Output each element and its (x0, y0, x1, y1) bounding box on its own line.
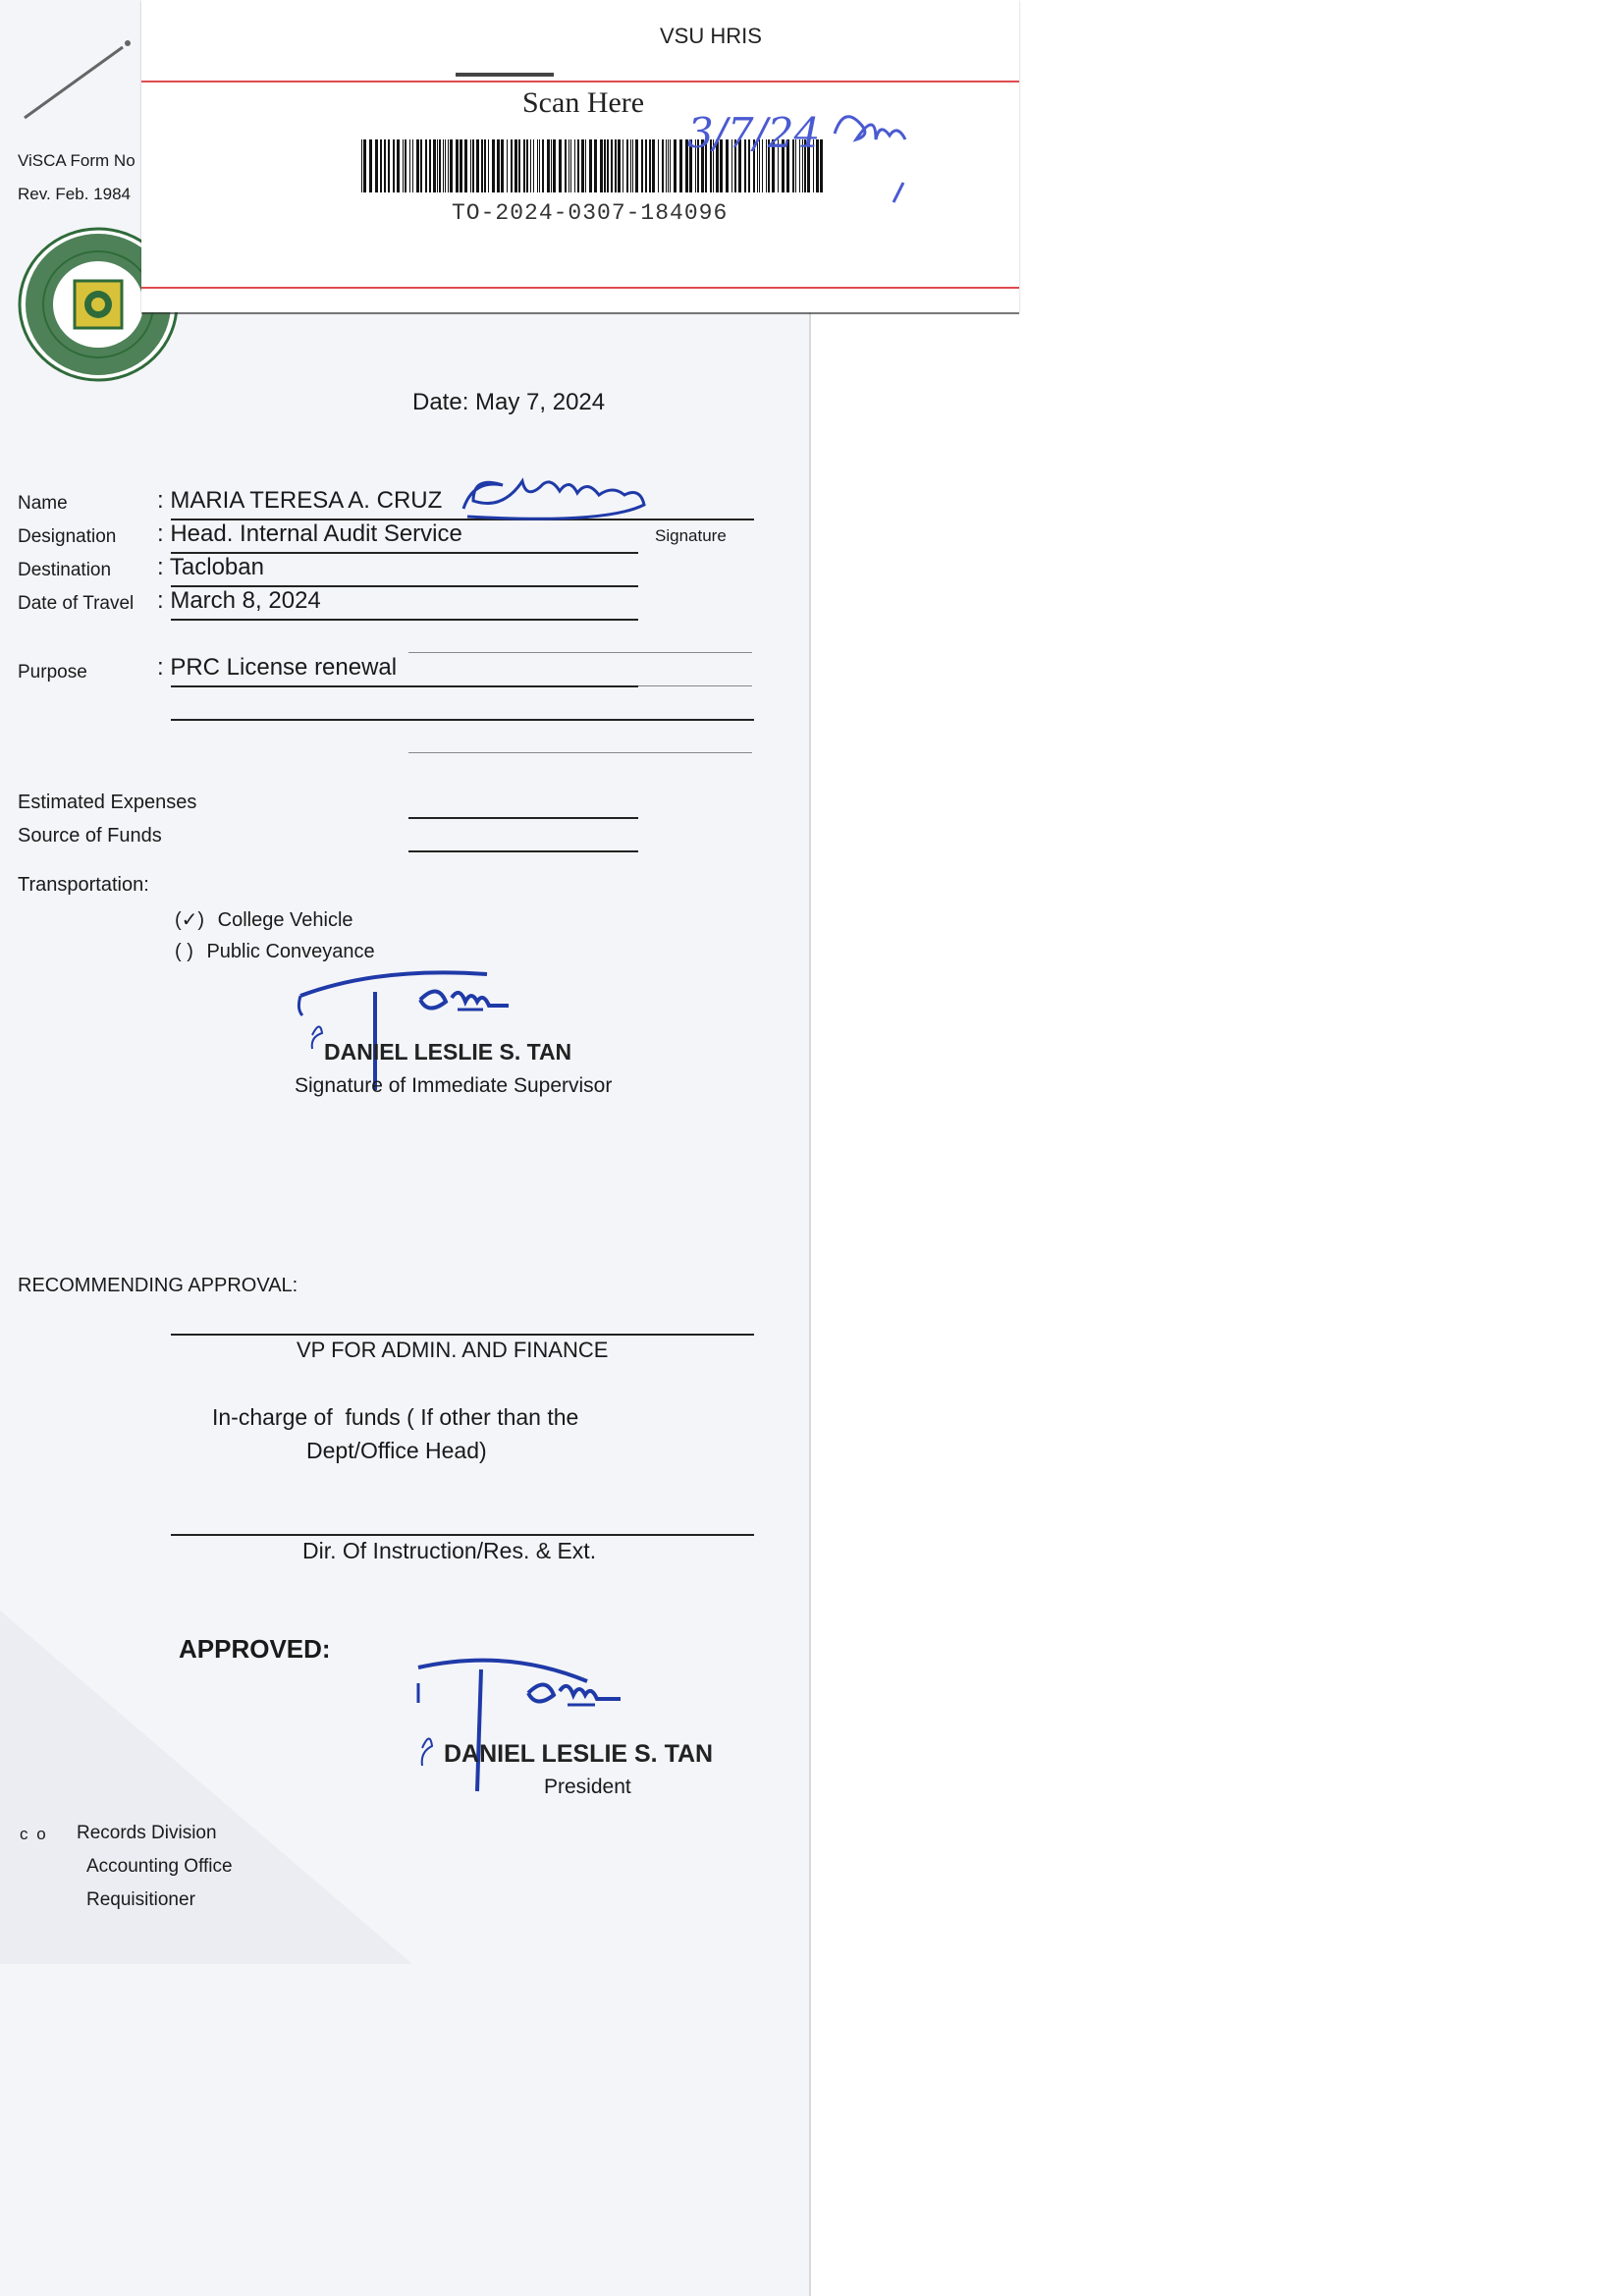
barcode-bar (439, 139, 441, 192)
barcode-bar (412, 139, 413, 192)
barcode-bar (547, 139, 550, 192)
barcode-bar (526, 139, 528, 192)
barcode-bar (574, 139, 575, 192)
barcode-bar (476, 139, 479, 192)
president-title: President (544, 1776, 631, 1798)
barcode-bar (641, 139, 643, 192)
date-label: Date: (412, 389, 469, 415)
date-of-travel-label: Date of Travel (18, 593, 135, 614)
barcode-bar (559, 139, 562, 192)
barcode-bar (445, 139, 446, 192)
date-value: May 7, 2024 (475, 389, 606, 415)
barcode-bar (393, 139, 395, 192)
estimated-expenses-line (408, 817, 638, 819)
source-of-funds-label: Source of Funds (18, 825, 162, 847)
barcode-bar (615, 139, 617, 192)
handwritten-date-initials (687, 92, 1051, 210)
purpose-underline-1 (171, 685, 638, 687)
barcode-bar (649, 139, 651, 192)
barcode-bar (472, 139, 474, 192)
vp-signature-line (171, 1334, 754, 1336)
barcode-bar (448, 139, 449, 192)
president-name: DANIEL LESLIE S. TAN (444, 1740, 714, 1768)
barcode-bar (409, 139, 410, 192)
barcode-bar (539, 139, 540, 192)
barcode-bar (679, 139, 682, 192)
barcode-bar (492, 139, 495, 192)
barcode-bar (375, 139, 378, 192)
purpose-guide-bottom (408, 752, 752, 753)
barcode-bar (607, 139, 609, 192)
barcode-bar (551, 139, 552, 192)
barcode-bar (652, 139, 655, 192)
in-charge-funds-line-2: Dept/Office Head) (306, 1438, 487, 1463)
barcode-bar (674, 139, 677, 192)
source-of-funds-line (408, 850, 638, 852)
sticker-top-mark (456, 73, 554, 77)
barcode-bar (618, 139, 621, 192)
barcode-bar (507, 139, 508, 192)
barcode-bar (361, 139, 362, 192)
designation-label: Designation (18, 526, 117, 547)
barcode-bar (501, 139, 504, 192)
barcode-bar (570, 139, 571, 192)
form-number: ViSCA Form No (18, 151, 135, 170)
purpose-guide-mid (638, 685, 752, 686)
barcode-bar (456, 139, 459, 192)
purpose-label: Purpose (18, 662, 87, 683)
purpose-value: : PRC License renewal (157, 654, 398, 681)
barcode-bar (594, 139, 597, 192)
barcode-bar (581, 139, 584, 192)
destination-value: : Tacloban (157, 554, 264, 580)
barcode-bar (530, 139, 531, 192)
barcode-bar (632, 139, 633, 192)
estimated-expenses-label: Estimated Expenses (18, 792, 197, 813)
barcode-bar (523, 139, 525, 192)
barcode-bar (464, 139, 467, 192)
date-of-travel-underline (171, 619, 638, 621)
purpose-guide-top (408, 652, 752, 653)
barcode-bar (518, 139, 520, 192)
barcode-bar (600, 139, 603, 192)
transportation-label: Transportation: (18, 874, 149, 896)
form-revision: Rev. Feb. 1984 (18, 185, 131, 203)
barcode-bar (420, 139, 422, 192)
barcode-bar (437, 139, 438, 192)
barcode-bar (604, 139, 606, 192)
staple-mark (20, 39, 147, 128)
transport-option-public-conveyance (175, 941, 375, 963)
requester-signature (454, 454, 689, 532)
supervisor-name: DANIEL LESLIE S. TAN (324, 1039, 572, 1065)
barcode-bar (666, 139, 667, 192)
college-vehicle-check: (✓) (175, 909, 205, 931)
svg-text:3/7/24: 3/7/24 (687, 109, 821, 157)
barcode-bar (658, 139, 659, 192)
barcode-bar (511, 139, 513, 192)
barcode-bar (481, 139, 483, 192)
purpose-underline-2 (171, 719, 754, 721)
barcode-bar (429, 139, 431, 192)
director-signature-line (171, 1534, 754, 1536)
public-conveyance-label: Public Conveyance (206, 941, 375, 962)
date-line (412, 389, 605, 416)
barcode-bar (668, 139, 669, 192)
name-value: : MARIA TERESA A. CRUZ (157, 487, 443, 514)
cf-accounting-office: Accounting Office (86, 1856, 233, 1877)
barcode-bar (380, 139, 382, 192)
barcode-bar (425, 139, 427, 192)
barcode-bar (645, 139, 647, 192)
barcode-bar (497, 139, 500, 192)
cf-requisitioner: Requisitioner (86, 1889, 195, 1910)
barcode-bar (433, 139, 436, 192)
barcode-bar (589, 139, 592, 192)
scan-label-sticker (141, 0, 1019, 312)
in-charge-funds-line-1: In-charge of funds ( If other than the (212, 1404, 579, 1430)
system-label: VSU HRIS (660, 24, 762, 48)
scan-here-title: Scan Here (522, 86, 645, 119)
barcode-bar (568, 139, 569, 192)
vp-title: VP FOR ADMIN. AND FINANCE (297, 1338, 609, 1362)
supervisor-title: Signature of Immediate Supervisor (295, 1074, 613, 1097)
tracking-code: TO-2024-0307-184096 (452, 200, 729, 226)
designation-value: : Head. Internal Audit Service (157, 520, 462, 547)
barcode-bar (630, 139, 631, 192)
barcode-bar (470, 139, 471, 192)
barcode-bar (533, 139, 534, 192)
barcode-bar (403, 139, 404, 192)
barcode-bar (388, 139, 390, 192)
barcode-bar (460, 139, 462, 192)
destination-label: Destination (18, 560, 112, 580)
barcode-bar (626, 139, 628, 192)
barcode-bar (484, 139, 486, 192)
barcode-bar (585, 139, 586, 192)
doc-heading-rule (141, 312, 1019, 314)
transport-option-college-vehicle (175, 907, 353, 932)
approved-label: APPROVED: (179, 1634, 331, 1664)
barcode-bar (405, 139, 406, 192)
copy-furnished-label: c o (20, 1825, 48, 1843)
signature-label: Signature (655, 526, 727, 545)
barcode-bar (369, 139, 372, 192)
name-label: Name (18, 493, 68, 514)
barcode-bar (537, 139, 538, 192)
barcode-bar (384, 139, 386, 192)
barcode-bar (443, 139, 444, 192)
cf-records-division: Records Division (77, 1823, 217, 1843)
barcode-bar (577, 139, 579, 192)
barcode-bar (488, 139, 489, 192)
barcode-bar (397, 139, 400, 192)
barcode-bar (416, 139, 419, 192)
recommending-approval-label: RECOMMENDING APPROVAL: (18, 1275, 298, 1296)
barcode-bar (450, 139, 453, 192)
barcode-bar (565, 139, 567, 192)
college-vehicle-label: College Vehicle (217, 909, 353, 931)
date-of-travel-value: : March 8, 2024 (157, 587, 321, 614)
barcode-bar (662, 139, 664, 192)
barcode-bar (542, 139, 544, 192)
barcode-bar (363, 139, 366, 192)
public-conveyance-check: ( ) (175, 941, 193, 962)
barcode-bar (611, 139, 613, 192)
barcode-bar (553, 139, 556, 192)
barcode-bar (514, 139, 517, 192)
director-title: Dir. Of Instruction/Res. & Ext. (302, 1538, 597, 1563)
barcode-bar (635, 139, 638, 192)
barcode-bar (670, 139, 671, 192)
